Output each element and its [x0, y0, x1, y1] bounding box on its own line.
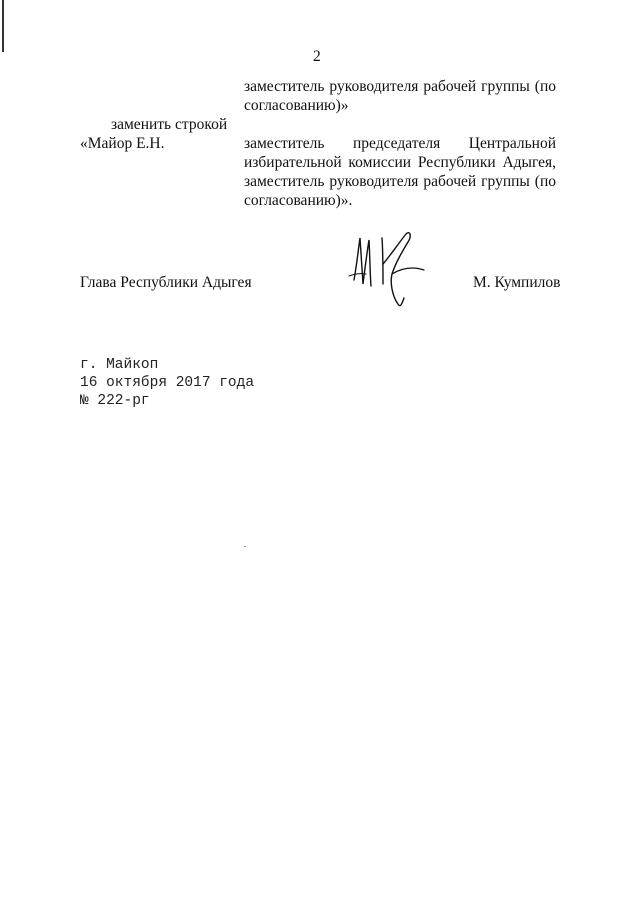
page-number: 2 [313, 48, 321, 65]
scan-speck [244, 546, 246, 547]
amendment-line-2: согласованию)» [244, 97, 349, 114]
footer-number: № 222-рг [80, 393, 150, 409]
signatory-position: Глава Республики Адыгея [80, 274, 252, 291]
scan-edge-mark [2, 0, 4, 52]
handwritten-signature [346, 230, 436, 310]
replace-label: заменить строкой [111, 116, 228, 133]
amendment-line-1: заместитель руководителя рабочей группы (по [244, 78, 556, 95]
member-desc-line-2: избирательной комиссии Республики Адыгея, [244, 154, 556, 171]
member-desc-line-3: заместитель руководителя рабочей группы (по [244, 173, 556, 190]
footer-city: г. Майкоп [80, 357, 159, 373]
footer-date: 16 октября 2017 года [80, 375, 255, 391]
member-desc-line-4: согласованию)». [244, 192, 353, 209]
member-name: «Майор Е.Н. [80, 135, 165, 152]
member-desc-line-1: заместитель председателя Центральной [244, 135, 556, 152]
signatory-name: М. Кумпилов [473, 274, 561, 291]
